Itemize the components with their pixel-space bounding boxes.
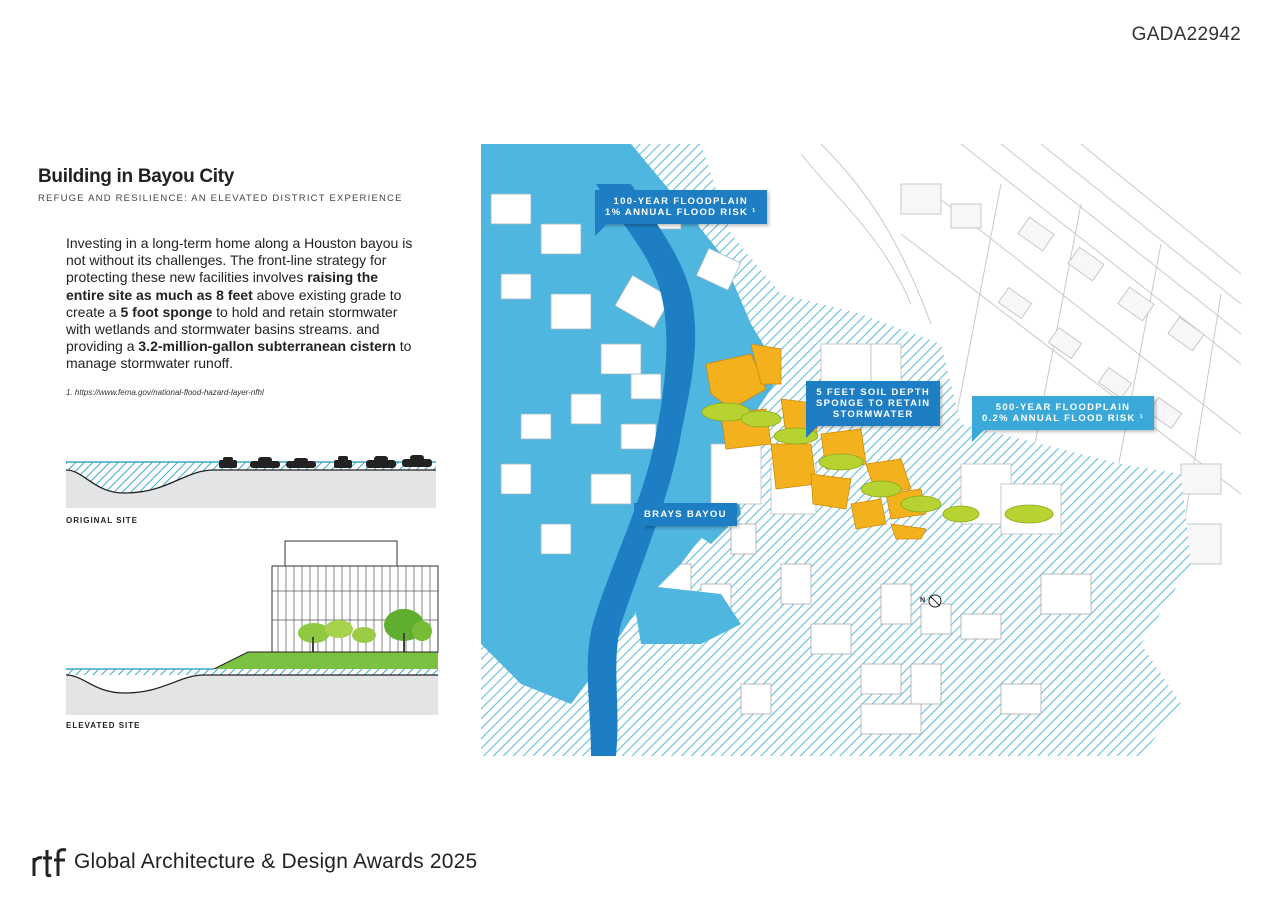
description-paragraph (66, 235, 416, 373)
footnote: 1. https://www.fema.gov/national-flood-hazard-layer-nfhl (66, 388, 264, 397)
callout-line: 100-YEAR FLOODPLAIN (613, 196, 749, 207)
bold-segment: 5 foot sponge (120, 303, 213, 320)
north-label: N (920, 597, 926, 604)
callout-line: 5 FEET SOIL DEPTH (816, 387, 931, 398)
elevated-site-section (64, 525, 440, 717)
callout-500-year-floodplain (972, 396, 1154, 430)
text-segment: to hold and retain stormwater with wetlands and stormwater basins streams. and providing a (66, 303, 398, 355)
text-segment: Investing in a long-term home along a Houston bayou is not without its challenges. The front-line strategy for protecting these new facilities involves (66, 235, 413, 286)
callout-line: BRAYS BAYOU (644, 509, 727, 520)
bold-segment: 3.2-million-gallon subterranean cistern (138, 338, 396, 355)
site-map (481, 144, 1241, 756)
elevated-site-label: ELEVATED SITE (66, 721, 141, 730)
callout-100-year-floodplain (595, 190, 767, 224)
original-site-section (64, 448, 438, 510)
text-segment: above existing grade to create a (66, 286, 402, 320)
footer (32, 846, 477, 878)
page-title: Building in Bayou City (38, 166, 235, 187)
callout-line: SPONGE TO RETAIN (816, 398, 931, 409)
text-segment: to manage stormwater runoff. (66, 338, 412, 372)
callout-line: 500-YEAR FLOODPLAIN (995, 402, 1131, 413)
footer-text: Global Architecture & Design Awards 2025 (74, 850, 478, 873)
project-code: GADA22942 (1131, 24, 1241, 45)
callout-sponge (806, 381, 940, 426)
callout-brays-bayou (634, 503, 737, 526)
callout-line: 1% ANNUAL FLOOD RISK ¹ (605, 207, 757, 218)
rtf-logo-icon (32, 846, 68, 878)
callout-line: STORMWATER (832, 409, 914, 420)
bold-segment: raising the entire site as much as 8 feet (66, 269, 379, 303)
original-site-label: ORIGINAL SITE (66, 516, 138, 525)
callout-line: 0.2% ANNUAL FLOOD RISK ¹ (982, 413, 1145, 424)
page-subtitle: REFUGE AND RESILIENCE: AN ELEVATED DISTRICT EXPERIENCE (38, 193, 403, 204)
